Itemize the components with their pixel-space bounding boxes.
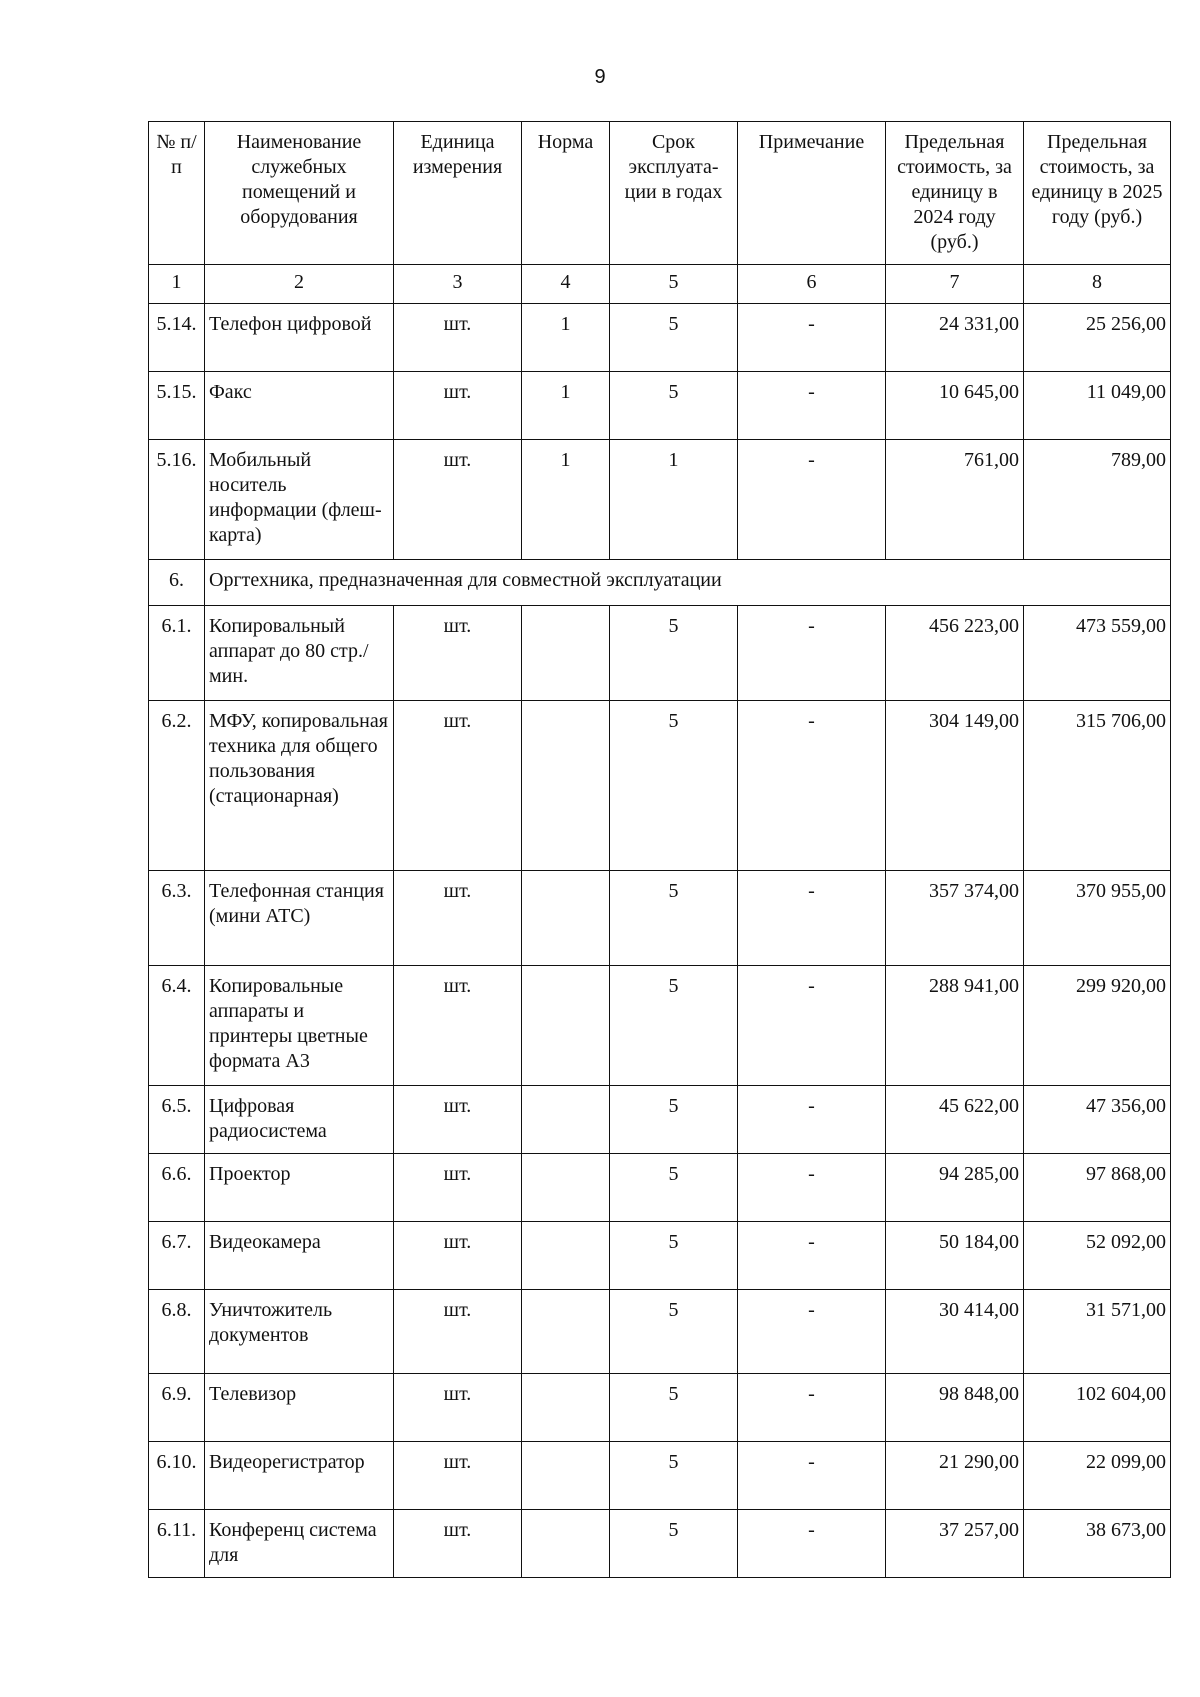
row-note: - (738, 606, 886, 701)
header-note: Примечание (738, 122, 886, 265)
column-number: 5 (610, 265, 738, 304)
row-norm (522, 1442, 610, 1510)
column-number: 3 (394, 265, 522, 304)
row-norm (522, 1374, 610, 1442)
row-number: 6.5. (149, 1086, 205, 1154)
row-number: 6.1. (149, 606, 205, 701)
row-note: - (738, 372, 886, 440)
row-price-2025: 315 706,00 (1024, 701, 1171, 871)
column-number: 2 (205, 265, 394, 304)
row-price-2024: 94 285,00 (886, 1154, 1024, 1222)
row-unit: шт. (394, 1222, 522, 1290)
row-unit: шт. (394, 1442, 522, 1510)
row-note: - (738, 1510, 886, 1578)
row-note: - (738, 440, 886, 560)
row-term: 5 (610, 1086, 738, 1154)
row-price-2025: 25 256,00 (1024, 304, 1171, 372)
row-term: 5 (610, 1154, 738, 1222)
header-name: Наименование служебных помещений и оборудования (205, 122, 394, 265)
section-row (149, 560, 1171, 606)
row-unit: шт. (394, 701, 522, 871)
table-row (149, 304, 1171, 372)
row-unit: шт. (394, 871, 522, 966)
row-name: Копировальный аппарат до 80 стр./мин. (205, 606, 394, 701)
table-row (149, 966, 1171, 1086)
equipment-table (148, 121, 1171, 1578)
row-norm (522, 1290, 610, 1374)
row-price-2025: 47 356,00 (1024, 1086, 1171, 1154)
row-note: - (738, 1154, 886, 1222)
table-row (149, 701, 1171, 871)
row-unit: шт. (394, 1154, 522, 1222)
column-number: 8 (1024, 265, 1171, 304)
row-price-2024: 304 149,00 (886, 701, 1024, 871)
row-price-2024: 10 645,00 (886, 372, 1024, 440)
header-number: № п/п (149, 122, 205, 265)
row-name: Факс (205, 372, 394, 440)
table-row (149, 1374, 1171, 1442)
table-row (149, 440, 1171, 560)
row-norm (522, 1222, 610, 1290)
row-term: 5 (610, 1442, 738, 1510)
row-name: Телефонная станция (мини АТС) (205, 871, 394, 966)
table-row (149, 1222, 1171, 1290)
row-term: 5 (610, 966, 738, 1086)
row-note: - (738, 1442, 886, 1510)
row-note: - (738, 701, 886, 871)
row-number: 6.7. (149, 1222, 205, 1290)
row-term: 5 (610, 1510, 738, 1578)
row-price-2024: 357 374,00 (886, 871, 1024, 966)
row-name: Копировальные аппараты и принтеры цветные формата А3 (205, 966, 394, 1086)
row-name: Видеокамера (205, 1222, 394, 1290)
header-norm: Норма (522, 122, 610, 265)
row-name: Видеорегистратор (205, 1442, 394, 1510)
row-name: Мобильный носитель информации (флеш-карта) (205, 440, 394, 560)
row-price-2024: 21 290,00 (886, 1442, 1024, 1510)
row-price-2025: 97 868,00 (1024, 1154, 1171, 1222)
table-row (149, 1442, 1171, 1510)
row-number: 6.8. (149, 1290, 205, 1374)
row-unit: шт. (394, 1510, 522, 1578)
row-unit: шт. (394, 1290, 522, 1374)
row-price-2024: 98 848,00 (886, 1374, 1024, 1442)
row-name: Телевизор (205, 1374, 394, 1442)
row-name: Проектор (205, 1154, 394, 1222)
row-norm (522, 1510, 610, 1578)
row-term: 5 (610, 606, 738, 701)
row-norm (522, 606, 610, 701)
row-price-2024: 24 331,00 (886, 304, 1024, 372)
row-name: Конференц система для (205, 1510, 394, 1578)
row-price-2024: 50 184,00 (886, 1222, 1024, 1290)
row-name: Уничтожитель документов (205, 1290, 394, 1374)
row-number: 6.10. (149, 1442, 205, 1510)
row-term: 5 (610, 304, 738, 372)
row-norm: 1 (522, 440, 610, 560)
header-term: Срок эксплуата-ции в годах (610, 122, 738, 265)
row-name: Телефон цифровой (205, 304, 394, 372)
table-row (149, 1154, 1171, 1222)
row-price-2025: 52 092,00 (1024, 1222, 1171, 1290)
table-row (149, 372, 1171, 440)
row-price-2025: 102 604,00 (1024, 1374, 1171, 1442)
column-number: 7 (886, 265, 1024, 304)
row-number: 6.3. (149, 871, 205, 966)
section-title: Оргтехника, предназначенная для совместной эксплуатации (205, 560, 1171, 606)
row-price-2024: 761,00 (886, 440, 1024, 560)
row-unit: шт. (394, 966, 522, 1086)
row-name: МФУ, копировальная техника для общего пользования (стационарная) (205, 701, 394, 871)
row-term: 5 (610, 871, 738, 966)
row-price-2024: 45 622,00 (886, 1086, 1024, 1154)
row-number: 6.11. (149, 1510, 205, 1578)
row-number: 5.14. (149, 304, 205, 372)
row-number: 5.16. (149, 440, 205, 560)
row-price-2025: 299 920,00 (1024, 966, 1171, 1086)
row-term: 5 (610, 1222, 738, 1290)
row-number: 6.2. (149, 701, 205, 871)
row-unit: шт. (394, 372, 522, 440)
section-number: 6. (149, 560, 205, 606)
column-number: 6 (738, 265, 886, 304)
row-term: 5 (610, 372, 738, 440)
row-price-2024: 30 414,00 (886, 1290, 1024, 1374)
row-unit: шт. (394, 440, 522, 560)
row-unit: шт. (394, 304, 522, 372)
page-number: 9 (594, 66, 606, 88)
header-price-2025: Предельная стоимость, за единицу в 2025 году (руб.) (1024, 122, 1171, 265)
row-number: 6.4. (149, 966, 205, 1086)
row-price-2025: 38 673,00 (1024, 1510, 1171, 1578)
row-note: - (738, 1086, 886, 1154)
row-name: Цифровая радиосистема (205, 1086, 394, 1154)
row-price-2025: 473 559,00 (1024, 606, 1171, 701)
row-note: - (738, 304, 886, 372)
row-norm (522, 871, 610, 966)
row-term: 5 (610, 1290, 738, 1374)
column-number: 1 (149, 265, 205, 304)
row-unit: шт. (394, 1086, 522, 1154)
row-number: 6.6. (149, 1154, 205, 1222)
row-term: 1 (610, 440, 738, 560)
row-norm (522, 1154, 610, 1222)
row-note: - (738, 966, 886, 1086)
row-note: - (738, 1222, 886, 1290)
row-norm: 1 (522, 304, 610, 372)
row-unit: шт. (394, 1374, 522, 1442)
row-price-2025: 22 099,00 (1024, 1442, 1171, 1510)
column-number: 4 (522, 265, 610, 304)
row-price-2025: 31 571,00 (1024, 1290, 1171, 1374)
row-norm: 1 (522, 372, 610, 440)
row-term: 5 (610, 701, 738, 871)
row-price-2024: 288 941,00 (886, 966, 1024, 1086)
row-number: 6.9. (149, 1374, 205, 1442)
column-number-row (149, 265, 1171, 304)
table-row (149, 1086, 1171, 1154)
row-price-2024: 37 257,00 (886, 1510, 1024, 1578)
row-price-2025: 370 955,00 (1024, 871, 1171, 966)
row-note: - (738, 871, 886, 966)
row-price-2024: 456 223,00 (886, 606, 1024, 701)
row-price-2025: 11 049,00 (1024, 372, 1171, 440)
row-norm (522, 701, 610, 871)
row-note: - (738, 1374, 886, 1442)
row-norm (522, 1086, 610, 1154)
row-norm (522, 966, 610, 1086)
table-row (149, 1290, 1171, 1374)
table-row (149, 606, 1171, 701)
row-price-2025: 789,00 (1024, 440, 1171, 560)
header-price-2024: Предельная стоимость, за единицу в 2024 году (руб.) (886, 122, 1024, 265)
header-row (149, 122, 1171, 265)
row-term: 5 (610, 1374, 738, 1442)
table-row (149, 1510, 1171, 1578)
row-unit: шт. (394, 606, 522, 701)
row-note: - (738, 1290, 886, 1374)
table-row (149, 871, 1171, 966)
header-unit: Единица измерения (394, 122, 522, 265)
row-number: 5.15. (149, 372, 205, 440)
